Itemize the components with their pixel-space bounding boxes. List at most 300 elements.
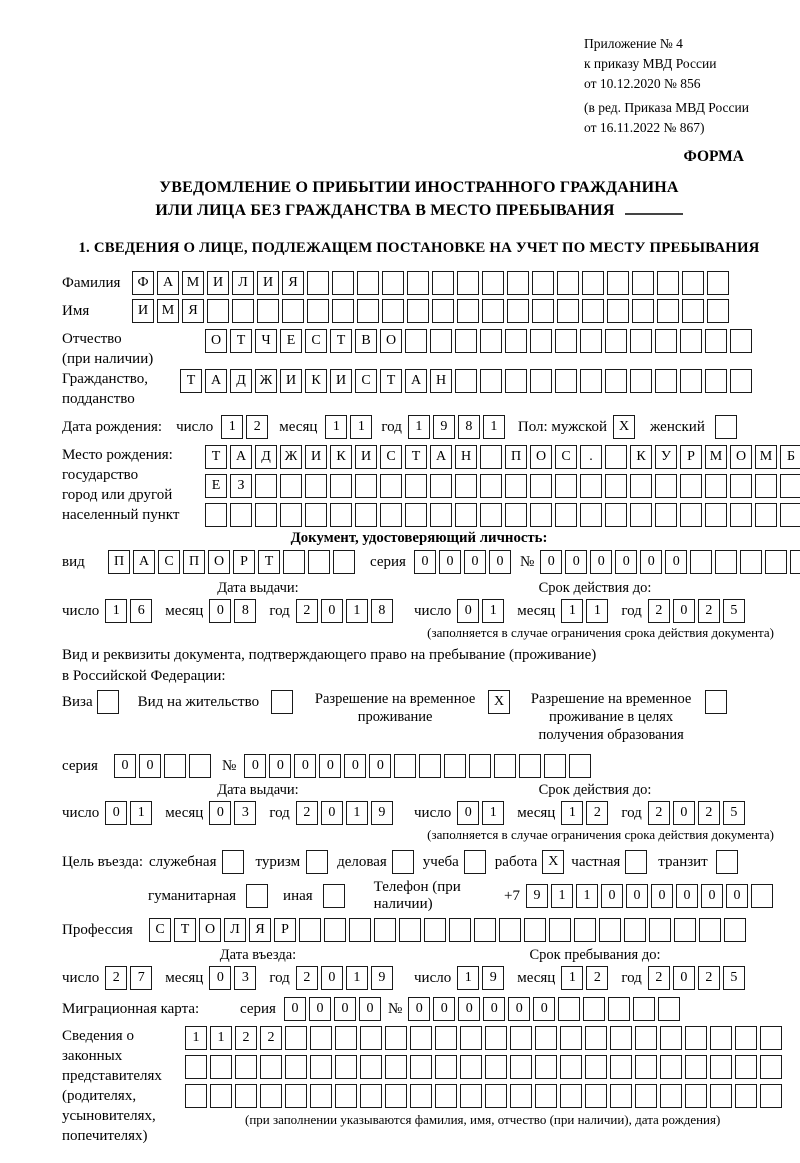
form-cell-empty[interactable] bbox=[282, 299, 304, 323]
form-cell-filled[interactable]: О bbox=[380, 329, 402, 353]
form-cell-filled[interactable]: 3 bbox=[234, 801, 256, 825]
form-cell-empty[interactable] bbox=[610, 1084, 632, 1108]
form-cell-empty[interactable] bbox=[230, 503, 252, 527]
form-cell-filled[interactable]: 9 bbox=[371, 966, 393, 990]
form-cell-empty[interactable] bbox=[530, 369, 552, 393]
form-cell-empty[interactable] bbox=[380, 503, 402, 527]
form-cell-empty[interactable] bbox=[655, 329, 677, 353]
form-cell-empty[interactable] bbox=[685, 1084, 707, 1108]
form-cell-filled[interactable]: 1 bbox=[325, 415, 347, 439]
form-cell-empty[interactable] bbox=[455, 329, 477, 353]
form-cell-empty[interactable] bbox=[189, 754, 211, 778]
form-cell-empty[interactable] bbox=[707, 299, 729, 323]
form-cell-empty[interactable] bbox=[205, 503, 227, 527]
form-cell-filled[interactable]: М bbox=[755, 445, 777, 469]
form-cell-empty[interactable] bbox=[580, 474, 602, 498]
form-cell-filled[interactable]: С bbox=[555, 445, 577, 469]
form-cell-empty[interactable] bbox=[222, 850, 244, 874]
form-cell-empty[interactable] bbox=[430, 329, 452, 353]
form-cell-filled[interactable]: И bbox=[330, 369, 352, 393]
form-cell-filled[interactable]: Л bbox=[224, 918, 246, 942]
form-cell-empty[interactable] bbox=[480, 369, 502, 393]
form-cell-empty[interactable] bbox=[715, 415, 737, 439]
form-cell-empty[interactable] bbox=[680, 329, 702, 353]
form-cell-empty[interactable] bbox=[532, 299, 554, 323]
form-cell-filled[interactable]: 1 bbox=[561, 599, 583, 623]
form-cell-filled[interactable]: 0 bbox=[244, 754, 266, 778]
form-cell-empty[interactable] bbox=[630, 503, 652, 527]
form-cell-filled[interactable]: А bbox=[133, 550, 155, 574]
form-cell-filled[interactable]: 0 bbox=[673, 966, 695, 990]
form-cell-filled[interactable]: 1 bbox=[561, 966, 583, 990]
form-cell-filled[interactable]: И bbox=[280, 369, 302, 393]
form-cell-empty[interactable] bbox=[630, 369, 652, 393]
form-cell-filled[interactable]: 0 bbox=[673, 801, 695, 825]
form-cell-empty[interactable] bbox=[705, 369, 727, 393]
form-cell-empty[interactable] bbox=[682, 271, 704, 295]
form-cell-filled[interactable]: 2 bbox=[260, 1026, 282, 1050]
form-cell-filled[interactable]: X bbox=[542, 850, 564, 874]
form-cell-filled[interactable]: 0 bbox=[309, 997, 331, 1021]
form-cell-empty[interactable] bbox=[299, 918, 321, 942]
form-cell-filled[interactable]: 0 bbox=[321, 599, 343, 623]
form-cell-filled[interactable]: 0 bbox=[640, 550, 662, 574]
form-cell-filled[interactable]: 1 bbox=[221, 415, 243, 439]
form-cell-empty[interactable] bbox=[335, 1026, 357, 1050]
form-cell-empty[interactable] bbox=[765, 550, 787, 574]
form-cell-filled[interactable]: 1 bbox=[408, 415, 430, 439]
form-cell-empty[interactable] bbox=[392, 850, 414, 874]
form-cell-empty[interactable] bbox=[680, 503, 702, 527]
form-cell-empty[interactable] bbox=[660, 1026, 682, 1050]
form-cell-empty[interactable] bbox=[449, 918, 471, 942]
form-cell-filled[interactable]: 0 bbox=[209, 599, 231, 623]
form-cell-empty[interactable] bbox=[682, 299, 704, 323]
form-cell-filled[interactable]: 0 bbox=[651, 884, 673, 908]
form-cell-empty[interactable] bbox=[699, 918, 721, 942]
form-cell-empty[interactable] bbox=[480, 445, 502, 469]
form-cell-filled[interactable]: И bbox=[305, 445, 327, 469]
form-cell-empty[interactable] bbox=[685, 1055, 707, 1079]
form-cell-filled[interactable]: 1 bbox=[576, 884, 598, 908]
form-cell-empty[interactable] bbox=[635, 1084, 657, 1108]
form-cell-empty[interactable] bbox=[455, 369, 477, 393]
form-cell-empty[interactable] bbox=[624, 918, 646, 942]
form-cell-empty[interactable] bbox=[355, 503, 377, 527]
form-cell-empty[interactable] bbox=[469, 754, 491, 778]
form-cell-empty[interactable] bbox=[164, 754, 186, 778]
form-cell-empty[interactable] bbox=[760, 1084, 782, 1108]
form-cell-filled[interactable]: 1 bbox=[130, 801, 152, 825]
form-cell-filled[interactable]: 0 bbox=[334, 997, 356, 1021]
form-cell-filled[interactable]: 0 bbox=[483, 997, 505, 1021]
form-cell-filled[interactable]: 1 bbox=[350, 415, 372, 439]
form-cell-filled[interactable]: 0 bbox=[701, 884, 723, 908]
form-cell-empty[interactable] bbox=[605, 503, 627, 527]
form-cell-filled[interactable]: 9 bbox=[371, 801, 393, 825]
form-cell-empty[interactable] bbox=[710, 1084, 732, 1108]
form-cell-empty[interactable] bbox=[430, 474, 452, 498]
form-cell-empty[interactable] bbox=[680, 474, 702, 498]
form-cell-empty[interactable] bbox=[707, 271, 729, 295]
form-cell-empty[interactable] bbox=[580, 369, 602, 393]
form-cell-filled[interactable]: 0 bbox=[458, 997, 480, 1021]
form-cell-empty[interactable] bbox=[335, 1084, 357, 1108]
form-cell-filled[interactable]: М bbox=[157, 299, 179, 323]
form-cell-empty[interactable] bbox=[569, 754, 591, 778]
form-cell-filled[interactable]: П bbox=[505, 445, 527, 469]
form-cell-empty[interactable] bbox=[630, 474, 652, 498]
form-cell-filled[interactable]: 0 bbox=[676, 884, 698, 908]
form-cell-filled[interactable]: 0 bbox=[615, 550, 637, 574]
form-cell-empty[interactable] bbox=[271, 690, 293, 714]
form-cell-empty[interactable] bbox=[480, 329, 502, 353]
form-cell-empty[interactable] bbox=[405, 474, 427, 498]
form-cell-empty[interactable] bbox=[685, 1026, 707, 1050]
form-cell-filled[interactable]: Б bbox=[780, 445, 800, 469]
form-cell-filled[interactable]: М bbox=[182, 271, 204, 295]
form-cell-filled[interactable]: 9 bbox=[526, 884, 548, 908]
form-cell-empty[interactable] bbox=[710, 1026, 732, 1050]
form-cell-filled[interactable]: 0 bbox=[673, 599, 695, 623]
form-cell-filled[interactable]: Т bbox=[405, 445, 427, 469]
form-cell-filled[interactable]: О bbox=[730, 445, 752, 469]
form-cell-empty[interactable] bbox=[474, 918, 496, 942]
form-cell-filled[interactable]: 0 bbox=[284, 997, 306, 1021]
form-cell-empty[interactable] bbox=[585, 1055, 607, 1079]
form-cell-empty[interactable] bbox=[505, 369, 527, 393]
form-cell-filled[interactable]: 0 bbox=[508, 997, 530, 1021]
form-cell-empty[interactable] bbox=[444, 754, 466, 778]
form-cell-empty[interactable] bbox=[535, 1055, 557, 1079]
form-cell-empty[interactable] bbox=[455, 474, 477, 498]
form-cell-filled[interactable]: 2 bbox=[296, 599, 318, 623]
form-cell-filled[interactable]: 2 bbox=[698, 966, 720, 990]
form-cell-empty[interactable] bbox=[507, 271, 529, 295]
form-cell-empty[interactable] bbox=[460, 1026, 482, 1050]
form-cell-filled[interactable]: А bbox=[157, 271, 179, 295]
form-cell-empty[interactable] bbox=[555, 503, 577, 527]
form-cell-empty[interactable] bbox=[580, 503, 602, 527]
form-cell-empty[interactable] bbox=[605, 445, 627, 469]
form-cell-empty[interactable] bbox=[380, 474, 402, 498]
form-cell-empty[interactable] bbox=[655, 369, 677, 393]
form-cell-empty[interactable] bbox=[705, 474, 727, 498]
form-cell-empty[interactable] bbox=[232, 299, 254, 323]
form-cell-empty[interactable] bbox=[285, 1084, 307, 1108]
form-cell-filled[interactable]: Т bbox=[180, 369, 202, 393]
form-cell-empty[interactable] bbox=[280, 503, 302, 527]
form-cell-filled[interactable]: 0 bbox=[464, 550, 486, 574]
form-cell-filled[interactable]: 0 bbox=[114, 754, 136, 778]
form-cell-filled[interactable]: Я bbox=[282, 271, 304, 295]
form-cell-filled[interactable]: О bbox=[208, 550, 230, 574]
form-cell-filled[interactable]: 0 bbox=[408, 997, 430, 1021]
form-cell-empty[interactable] bbox=[255, 503, 277, 527]
form-cell-filled[interactable]: С bbox=[158, 550, 180, 574]
form-cell-filled[interactable]: 1 bbox=[586, 599, 608, 623]
form-cell-empty[interactable] bbox=[660, 1055, 682, 1079]
form-cell-filled[interactable]: 1 bbox=[346, 966, 368, 990]
form-cell-filled[interactable]: 0 bbox=[540, 550, 562, 574]
form-cell-empty[interactable] bbox=[582, 271, 604, 295]
form-cell-empty[interactable] bbox=[625, 850, 647, 874]
form-cell-empty[interactable] bbox=[407, 299, 429, 323]
form-cell-empty[interactable] bbox=[524, 918, 546, 942]
form-cell-filled[interactable]: Ч bbox=[255, 329, 277, 353]
form-cell-empty[interactable] bbox=[260, 1084, 282, 1108]
form-cell-empty[interactable] bbox=[605, 369, 627, 393]
form-cell-filled[interactable]: Ж bbox=[280, 445, 302, 469]
form-cell-filled[interactable]: 0 bbox=[369, 754, 391, 778]
form-cell-filled[interactable]: . bbox=[580, 445, 602, 469]
form-cell-empty[interactable] bbox=[760, 1055, 782, 1079]
form-cell-filled[interactable]: Ж bbox=[255, 369, 277, 393]
form-cell-empty[interactable] bbox=[735, 1026, 757, 1050]
form-cell-filled[interactable]: 0 bbox=[209, 966, 231, 990]
form-cell-filled[interactable]: Р bbox=[274, 918, 296, 942]
form-cell-filled[interactable]: Т bbox=[380, 369, 402, 393]
form-cell-filled[interactable]: Е bbox=[280, 329, 302, 353]
form-cell-empty[interactable] bbox=[185, 1055, 207, 1079]
form-cell-filled[interactable]: 0 bbox=[565, 550, 587, 574]
form-cell-empty[interactable] bbox=[185, 1084, 207, 1108]
form-cell-filled[interactable]: 1 bbox=[346, 599, 368, 623]
form-cell-empty[interactable] bbox=[607, 271, 629, 295]
form-cell-empty[interactable] bbox=[535, 1026, 557, 1050]
form-cell-filled[interactable]: Д bbox=[255, 445, 277, 469]
form-cell-filled[interactable]: А bbox=[205, 369, 227, 393]
form-cell-empty[interactable] bbox=[657, 299, 679, 323]
form-cell-filled[interactable]: Р bbox=[233, 550, 255, 574]
form-cell-filled[interactable]: 9 bbox=[433, 415, 455, 439]
form-cell-empty[interactable] bbox=[560, 1084, 582, 1108]
form-cell-empty[interactable] bbox=[499, 918, 521, 942]
form-cell-filled[interactable]: 2 bbox=[105, 966, 127, 990]
form-cell-filled[interactable]: 6 bbox=[130, 599, 152, 623]
form-cell-empty[interactable] bbox=[730, 474, 752, 498]
form-cell-filled[interactable]: К bbox=[630, 445, 652, 469]
form-cell-empty[interactable] bbox=[460, 1084, 482, 1108]
form-cell-empty[interactable] bbox=[435, 1084, 457, 1108]
form-cell-filled[interactable]: Н bbox=[430, 369, 452, 393]
form-cell-empty[interactable] bbox=[505, 329, 527, 353]
form-cell-empty[interactable] bbox=[635, 1026, 657, 1050]
form-cell-empty[interactable] bbox=[605, 329, 627, 353]
form-cell-empty[interactable] bbox=[210, 1055, 232, 1079]
form-cell-empty[interactable] bbox=[735, 1084, 757, 1108]
form-cell-empty[interactable] bbox=[657, 271, 679, 295]
form-cell-empty[interactable] bbox=[755, 503, 777, 527]
form-cell-filled[interactable]: Т bbox=[174, 918, 196, 942]
form-cell-filled[interactable]: 1 bbox=[561, 801, 583, 825]
form-cell-empty[interactable] bbox=[632, 271, 654, 295]
form-cell-filled[interactable]: 2 bbox=[296, 801, 318, 825]
form-cell-filled[interactable]: О bbox=[205, 329, 227, 353]
form-cell-filled[interactable]: А bbox=[405, 369, 427, 393]
form-cell-filled[interactable]: 2 bbox=[296, 966, 318, 990]
form-cell-empty[interactable] bbox=[560, 1055, 582, 1079]
form-cell-empty[interactable] bbox=[630, 329, 652, 353]
form-cell-empty[interactable] bbox=[355, 474, 377, 498]
form-cell-empty[interactable] bbox=[583, 997, 605, 1021]
form-cell-filled[interactable]: 1 bbox=[105, 599, 127, 623]
form-cell-empty[interactable] bbox=[549, 918, 571, 942]
form-cell-empty[interactable] bbox=[730, 329, 752, 353]
form-cell-empty[interactable] bbox=[608, 997, 630, 1021]
form-cell-filled[interactable]: 0 bbox=[601, 884, 623, 908]
form-cell-empty[interactable] bbox=[505, 474, 527, 498]
form-cell-empty[interactable] bbox=[674, 918, 696, 942]
form-cell-empty[interactable] bbox=[482, 299, 504, 323]
form-cell-empty[interactable] bbox=[308, 550, 330, 574]
form-cell-empty[interactable] bbox=[357, 271, 379, 295]
form-cell-empty[interactable] bbox=[460, 1055, 482, 1079]
form-cell-empty[interactable] bbox=[557, 271, 579, 295]
form-cell-empty[interactable] bbox=[532, 271, 554, 295]
form-cell-filled[interactable]: 8 bbox=[458, 415, 480, 439]
form-cell-filled[interactable]: У bbox=[655, 445, 677, 469]
form-cell-empty[interactable] bbox=[335, 1055, 357, 1079]
form-cell-empty[interactable] bbox=[633, 997, 655, 1021]
form-cell-empty[interactable] bbox=[480, 503, 502, 527]
form-cell-filled[interactable]: Д bbox=[230, 369, 252, 393]
form-cell-filled[interactable]: 0 bbox=[533, 997, 555, 1021]
form-cell-empty[interactable] bbox=[246, 884, 268, 908]
form-cell-filled[interactable]: И bbox=[257, 271, 279, 295]
form-cell-empty[interactable] bbox=[307, 271, 329, 295]
form-cell-empty[interactable] bbox=[510, 1084, 532, 1108]
form-cell-filled[interactable]: 0 bbox=[726, 884, 748, 908]
form-cell-filled[interactable]: С bbox=[305, 329, 327, 353]
form-cell-empty[interactable] bbox=[519, 754, 541, 778]
form-cell-filled[interactable]: 7 bbox=[130, 966, 152, 990]
form-cell-empty[interactable] bbox=[374, 918, 396, 942]
form-cell-empty[interactable] bbox=[285, 1055, 307, 1079]
form-cell-filled[interactable]: Н bbox=[455, 445, 477, 469]
form-cell-empty[interactable] bbox=[660, 1084, 682, 1108]
form-cell-filled[interactable]: Т bbox=[258, 550, 280, 574]
form-cell-empty[interactable] bbox=[97, 690, 119, 714]
form-cell-empty[interactable] bbox=[505, 503, 527, 527]
form-cell-empty[interactable] bbox=[530, 329, 552, 353]
form-cell-empty[interactable] bbox=[494, 754, 516, 778]
form-cell-empty[interactable] bbox=[585, 1026, 607, 1050]
form-cell-empty[interactable] bbox=[435, 1026, 457, 1050]
form-cell-empty[interactable] bbox=[324, 918, 346, 942]
form-cell-filled[interactable]: 9 bbox=[482, 966, 504, 990]
form-cell-filled[interactable]: 1 bbox=[210, 1026, 232, 1050]
form-cell-empty[interactable] bbox=[599, 918, 621, 942]
form-cell-filled[interactable]: В bbox=[355, 329, 377, 353]
form-cell-empty[interactable] bbox=[457, 271, 479, 295]
form-cell-empty[interactable] bbox=[235, 1055, 257, 1079]
form-cell-filled[interactable]: Т bbox=[230, 329, 252, 353]
form-cell-filled[interactable]: 1 bbox=[483, 415, 505, 439]
form-cell-filled[interactable]: 0 bbox=[319, 754, 341, 778]
form-cell-empty[interactable] bbox=[405, 503, 427, 527]
form-cell-filled[interactable]: 1 bbox=[551, 884, 573, 908]
form-cell-filled[interactable]: 1 bbox=[457, 966, 479, 990]
form-cell-empty[interactable] bbox=[755, 474, 777, 498]
form-cell-empty[interactable] bbox=[705, 690, 727, 714]
form-cell-filled[interactable]: 3 bbox=[234, 966, 256, 990]
form-cell-empty[interactable] bbox=[715, 550, 737, 574]
form-cell-filled[interactable]: 5 bbox=[723, 801, 745, 825]
form-cell-empty[interactable] bbox=[424, 918, 446, 942]
form-cell-empty[interactable] bbox=[360, 1084, 382, 1108]
form-cell-empty[interactable] bbox=[635, 1055, 657, 1079]
form-cell-empty[interactable] bbox=[705, 329, 727, 353]
form-cell-filled[interactable]: К bbox=[330, 445, 352, 469]
form-cell-filled[interactable]: С bbox=[355, 369, 377, 393]
form-cell-filled[interactable]: 0 bbox=[294, 754, 316, 778]
form-cell-empty[interactable] bbox=[574, 918, 596, 942]
form-cell-empty[interactable] bbox=[530, 474, 552, 498]
form-cell-filled[interactable]: 0 bbox=[626, 884, 648, 908]
form-cell-empty[interactable] bbox=[544, 754, 566, 778]
form-cell-empty[interactable] bbox=[730, 503, 752, 527]
form-cell-empty[interactable] bbox=[751, 884, 773, 908]
form-cell-empty[interactable] bbox=[457, 299, 479, 323]
form-cell-empty[interactable] bbox=[482, 271, 504, 295]
form-cell-empty[interactable] bbox=[323, 884, 345, 908]
form-cell-empty[interactable] bbox=[510, 1026, 532, 1050]
form-cell-empty[interactable] bbox=[210, 1084, 232, 1108]
form-cell-empty[interactable] bbox=[332, 299, 354, 323]
form-cell-empty[interactable] bbox=[735, 1055, 757, 1079]
form-cell-empty[interactable] bbox=[557, 299, 579, 323]
form-cell-filled[interactable]: 0 bbox=[489, 550, 511, 574]
form-cell-empty[interactable] bbox=[632, 299, 654, 323]
form-cell-empty[interactable] bbox=[432, 299, 454, 323]
form-cell-filled[interactable]: 8 bbox=[371, 599, 393, 623]
form-cell-empty[interactable] bbox=[407, 271, 429, 295]
form-cell-empty[interactable] bbox=[207, 299, 229, 323]
form-cell-empty[interactable] bbox=[658, 997, 680, 1021]
form-cell-filled[interactable]: 0 bbox=[139, 754, 161, 778]
form-cell-filled[interactable]: Ф bbox=[132, 271, 154, 295]
form-cell-filled[interactable]: З bbox=[230, 474, 252, 498]
form-cell-empty[interactable] bbox=[455, 503, 477, 527]
form-cell-filled[interactable]: X bbox=[613, 415, 635, 439]
form-cell-empty[interactable] bbox=[560, 1026, 582, 1050]
form-cell-empty[interactable] bbox=[555, 474, 577, 498]
form-cell-empty[interactable] bbox=[332, 271, 354, 295]
form-cell-empty[interactable] bbox=[790, 550, 800, 574]
form-cell-filled[interactable]: П bbox=[108, 550, 130, 574]
form-cell-filled[interactable]: 0 bbox=[414, 550, 436, 574]
form-cell-filled[interactable]: А bbox=[430, 445, 452, 469]
form-cell-filled[interactable]: 2 bbox=[246, 415, 268, 439]
form-cell-empty[interactable] bbox=[410, 1055, 432, 1079]
form-cell-empty[interactable] bbox=[780, 503, 800, 527]
form-cell-filled[interactable]: 8 bbox=[234, 599, 256, 623]
form-cell-empty[interactable] bbox=[585, 1084, 607, 1108]
form-cell-empty[interactable] bbox=[730, 369, 752, 393]
form-cell-empty[interactable] bbox=[435, 1055, 457, 1079]
form-cell-empty[interactable] bbox=[285, 1026, 307, 1050]
form-cell-filled[interactable]: 1 bbox=[185, 1026, 207, 1050]
form-cell-empty[interactable] bbox=[410, 1026, 432, 1050]
form-cell-empty[interactable] bbox=[360, 1055, 382, 1079]
form-cell-empty[interactable] bbox=[310, 1084, 332, 1108]
form-cell-filled[interactable]: 1 bbox=[346, 801, 368, 825]
form-cell-empty[interactable] bbox=[485, 1055, 507, 1079]
form-cell-empty[interactable] bbox=[530, 503, 552, 527]
form-cell-filled[interactable]: О bbox=[199, 918, 221, 942]
form-cell-empty[interactable] bbox=[235, 1084, 257, 1108]
